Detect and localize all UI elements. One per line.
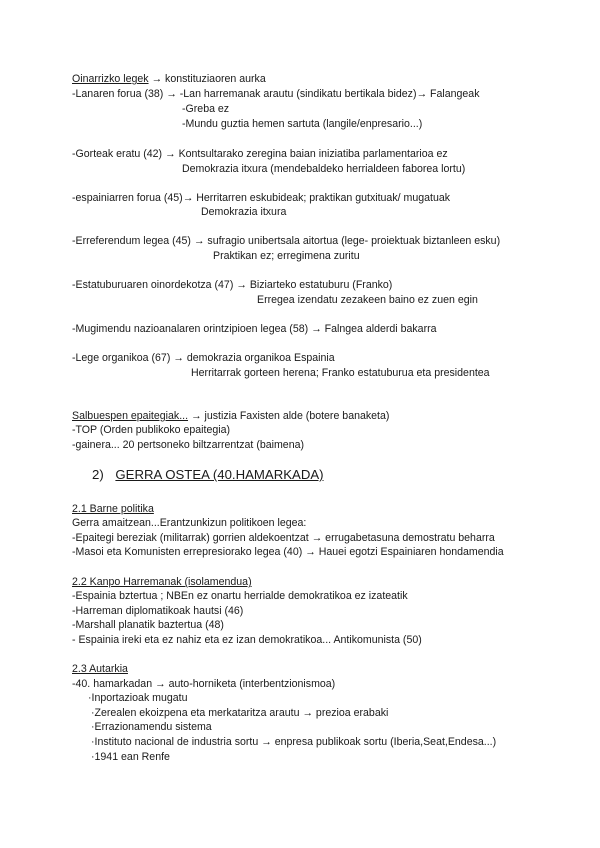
lanaren-line-1: -Lanaren forua (38) → -Lan harremanak arautu (sindikatu bertikala bidez)→ Falangeak [72,88,480,100]
barne-line-3: -Masoi eta Komunisten errepresiorako legea (40) → Hauei egotzi Espainiaren hondamendia [72,546,504,558]
top-line: -TOP (Orden publikoko epaitegia) [72,424,231,436]
oinarrizko-heading: Oinarrizko legek [72,73,149,85]
kanpo-line-2: -Harreman diplomatikoak hautsi (46) [72,605,244,617]
estatuburu-line-2: Erregea izendatu zezakeen baino ez zuen egin [257,294,478,306]
section-2-heading [92,467,324,483]
section-2-number: 2) [92,467,104,482]
lanaren-line-2: -Greba ez [182,103,230,115]
organikoa-line-1: -Lege organikoa (67) → demokrazia organikoa Espainia [72,352,335,364]
mugimendu-line: -Mugimendu nazioanalaren orintzipioen legea (58) → Falngea alderdi bakarra [72,323,437,335]
gorteak-line-1: -Gorteak eratu (42) → Kontsultarako zeregina baian iniziatiba parlamentarioa ez [72,148,448,160]
section-2-title: GERRA OSTEA (40.HAMARKADA) [115,467,324,482]
autarkia-line-4: ·Errazionamendu sistema [91,721,212,733]
salbuespen-heading: Salbuespen epaitegiak... [72,410,189,422]
gainera-line: -gainera... 20 pertsoneko biltzarrentzat (baimena) [72,439,305,451]
salbuespen-heading-line [72,410,389,423]
autarkia-heading: 2.3 Autarkia [72,663,128,675]
kanpo-harremanak-heading: 2.2 Kanpo Harremanak (isolamendua) [72,576,252,588]
espainiarren-line-1: -espainiarren forua (45)→ Herritarren eskubideak; praktikan gutxituak/ mugatuak [72,192,451,204]
erreferendum-line-1: -Erreferendum legea (45) → sufragio unibertsala aitortua (lege- proiektuak biztanleen esku) [72,235,501,247]
espainiarren-line-2: Demokrazia itxura [201,206,287,218]
estatuburu-line-1: -Estatuburuaren oinordekotza (47) → Biziarteko estatuburu (Franko) [72,279,393,291]
autarkia-line-6: ·1941 ean Renfe [91,751,170,763]
kanpo-line-1: -Espainia bztertua ; NBEn ez onartu herrialde demokratikoa ez izateatik [72,590,408,602]
autarkia-line-2: ·Inportazioak mugatu [88,692,188,704]
autarkia-line-5: ·Instituto nacional de industria sortu → enpresa publikoak sortu (Iberia,Seat,Endesa...) [91,736,497,748]
autarkia-line-1: -40. hamarkadan → auto-horniketa (interbentzionismoa) [72,678,336,690]
barne-line-2: -Epaitegi bereziak (militarrak) gorrien aldekoentzat → errugabetasuna demostratu beharra [72,532,495,544]
barne-line-1: Gerra amaitzean...Erantzunkizun politikoen legea: [72,517,307,529]
barne-politika-heading: 2.1 Barne politika [72,503,154,515]
kanpo-line-3: -Marshall planatik baztertua (48) [72,619,224,631]
lanaren-line-3: -Mundu guztia hemen sartuta (langile/enpresario...) [182,118,423,130]
gorteak-line-2: Demokrazia itxura (mendebaldeko herrialdeen faborea lortu) [182,163,466,175]
autarkia-line-3: ·Zerealen ekoizpena eta merkataritza arautu → prezioa erabaki [91,707,389,719]
salbuespen-heading-rest: → justizia Faxisten alde (botere banaketa) [188,410,390,422]
organikoa-line-2: Herritarrak gorteen herena; Franko estatuburua eta presidentea [191,367,490,379]
oinarrizko-heading-line [72,73,266,86]
oinarrizko-heading-rest: → konstituziaoren aurka [148,73,266,85]
erreferendum-line-2: Praktikan ez; erregimena zuritu [213,250,360,262]
kanpo-line-4: - Espainia ireki eta ez nahiz eta ez izan demokratikoa... Antikomunista (50) [72,634,422,646]
